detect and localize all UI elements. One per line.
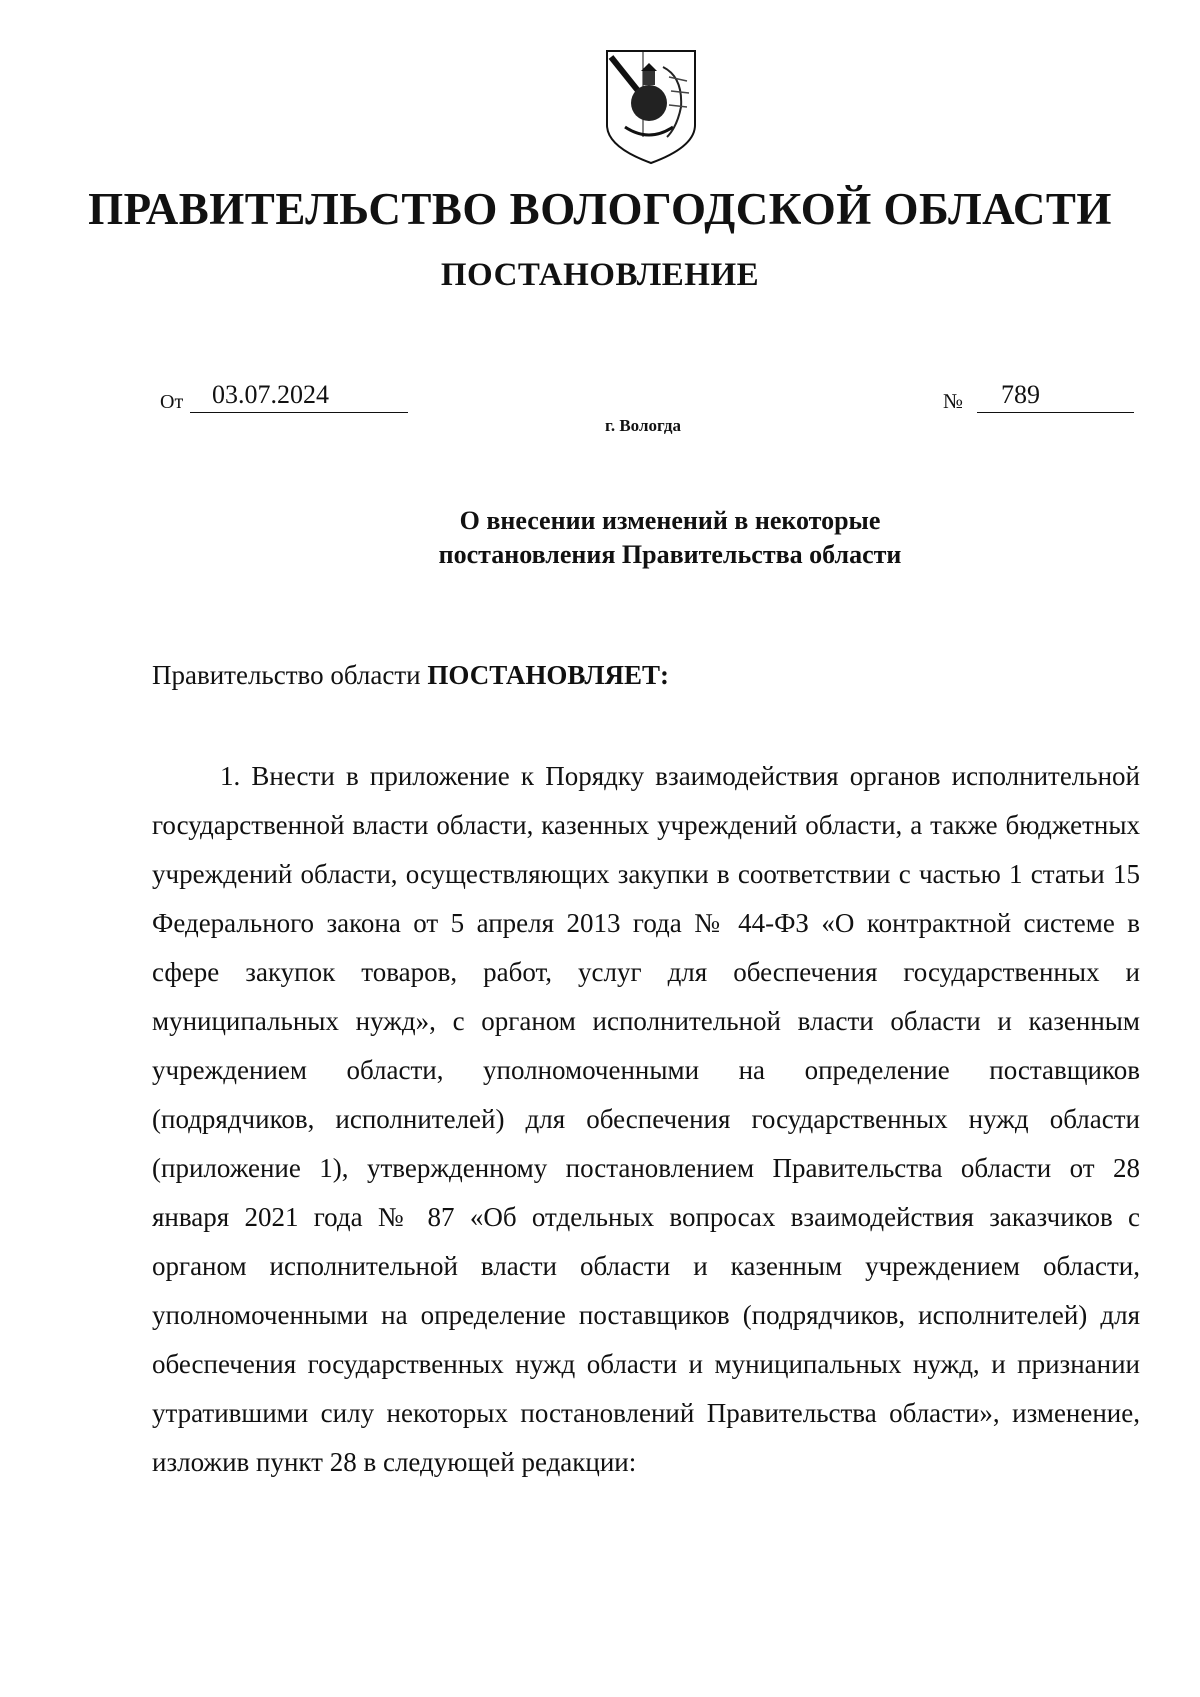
document-subject [380, 504, 960, 572]
document-number: 789 [977, 379, 1134, 413]
coat-of-arms-icon [603, 47, 699, 167]
government-title: ПРАВИТЕЛЬСТВО ВОЛОГОДСКОЙ ОБЛАСТИ [88, 184, 1112, 234]
subject-line-1: О внесении изменений в некоторые [459, 506, 881, 535]
subject-line-2: постановления Правительства области [438, 540, 902, 569]
document-type: ПОСТАНОВЛЕНИЕ [440, 257, 760, 293]
city-name: г. Вологда [605, 416, 681, 435]
document-date: 03.07.2024 [190, 379, 408, 413]
paragraph-1: 1. Внести в приложение к Порядку взаимодействия органов исполнительной государственной власти области, казенных учреждений области, а также бюджетных учреждений области, осуществляющих закупки в соответствии с частью 1 статьи 15 Федерального закона от 5 апреля 2013 года № 44-ФЗ «О контрактной системе в сфере закупок товаров, работ, услуг для обеспечения государственных и муниципальных нужд», с органом исполнительной власти области и казенным учреждением области, уполномоченными на определение поставщиков (подрядчиков, исполнителей) для обеспечения государственных нужд области (приложение 1), утвержденному постановлением Правительства области от 28 января 2021 года № 87 «Об отдельных вопросах взаимодействия заказчиков с органом исполнительной власти области и казенным учреждением области, уполномоченными на определение поставщиков (подрядчиков, исполнителей) для обеспечения государственных нужд области и муниципальных нужд, и признании утратившими силу некоторых постановлений Правительства области», изменение, изложив пункт 28 в следующей редакции: [152, 761, 1140, 1477]
resolution-statement [152, 660, 669, 691]
number-label: № [943, 389, 964, 413]
resolution-keyword: ПОСТАНОВЛЯЕТ: [427, 660, 669, 690]
date-label: От [160, 391, 184, 413]
resolution-intro: Правительство области [152, 660, 428, 690]
